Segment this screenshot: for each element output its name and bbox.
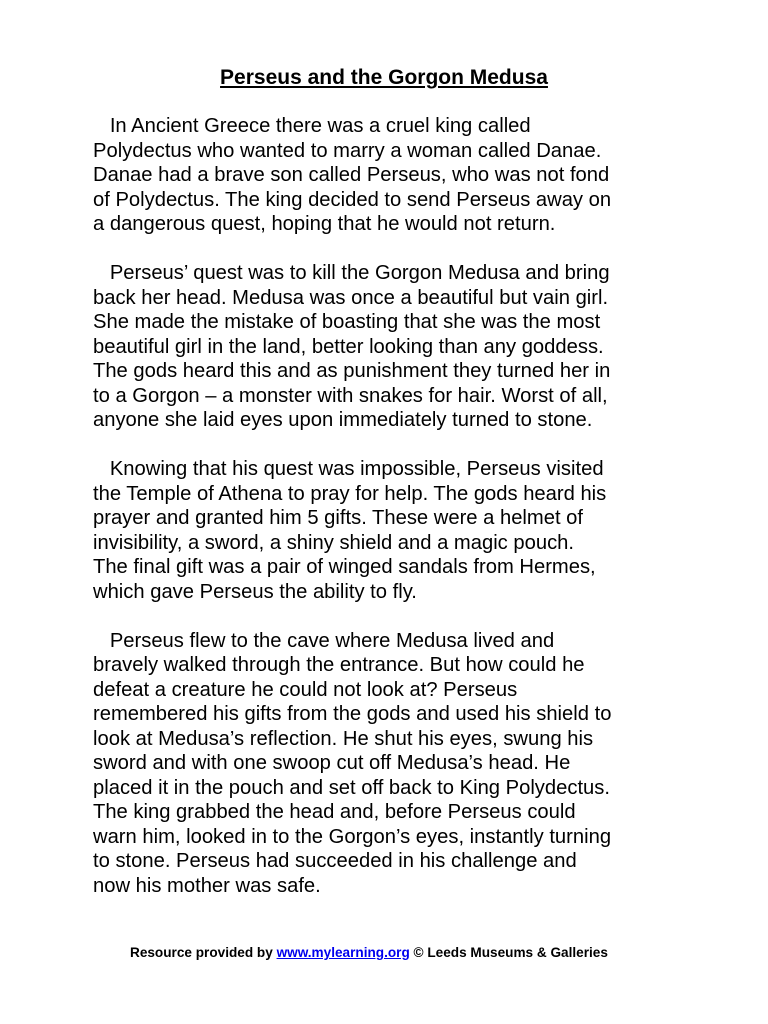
text-line: sword and with one swoop cut off Medusa’s head. He <box>93 752 571 774</box>
text-line: placed it in the pouch and set off back to King Polydectus. <box>93 776 610 799</box>
paragraph-2 <box>93 261 693 433</box>
text-line: invisibility, a sword, a shiny shield and a magic pouch. <box>93 531 574 554</box>
story-body <box>93 114 693 923</box>
text-line: The final gift was a pair of winged sandals from Hermes, <box>93 556 596 578</box>
text-line: prayer and granted him 5 gifts. These were a helmet of <box>93 507 584 529</box>
text-line: remembered his gifts from the gods and used his shield to <box>93 703 612 725</box>
text-line: Polydectus who wanted to marry a woman called Danae. <box>93 139 602 162</box>
footer-suffix: © Leeds Museums & Galleries <box>409 945 608 960</box>
text-line: bravely walked through the entrance. But how could he <box>93 654 585 676</box>
text-line: now his mother was safe. <box>93 874 321 897</box>
footer-credit <box>0 943 768 963</box>
text-line: look at Medusa’s reflection. He shut his eyes, swung his <box>93 727 594 750</box>
text-line: She made the mistake of boasting that she was the most <box>93 311 601 333</box>
footer-prefix: Resource provided by <box>130 945 277 960</box>
text-line: Knowing that his quest was impossible, Perseus visited <box>93 458 604 480</box>
text-line: anyone she laid eyes upon immediately turned to stone. <box>93 409 593 431</box>
text-line: In Ancient Greece there was a cruel king called <box>93 115 531 137</box>
text-line: Perseus’ quest was to kill the Gorgon Medusa and bring <box>93 262 610 284</box>
text-line: the Temple of Athena to pray for help. The gods heard his <box>93 482 607 505</box>
text-line: The king grabbed the head and, before Perseus could <box>93 801 576 823</box>
text-line: Danae had a brave son called Perseus, who was not fond <box>93 164 610 186</box>
mylearning-link[interactable]: www.mylearning.org <box>276 945 410 960</box>
text-line: The gods heard this and as punishment they turned her in <box>93 360 611 382</box>
paragraph-3 <box>93 457 693 604</box>
text-line: Perseus flew to the cave where Medusa lived and <box>93 629 555 652</box>
page-title: Perseus and the Gorgon Medusa <box>220 66 548 89</box>
text-line: a dangerous quest, hoping that he would not return. <box>93 213 556 235</box>
text-line: to stone. Perseus had succeeded in his challenge and <box>93 850 577 872</box>
text-line: warn him, looked in to the Gorgon’s eyes, instantly turning <box>93 825 612 848</box>
paragraph-4 <box>93 629 693 899</box>
text-line: back her head. Medusa was once a beautiful but vain girl. <box>93 286 609 309</box>
paragraph-1 <box>93 114 693 237</box>
text-line: to a Gorgon – a monster with snakes for hair. Worst of all, <box>93 384 608 407</box>
text-line: of Polydectus. The king decided to send Perseus away on <box>93 188 612 211</box>
text-line: defeat a creature he could not look at? Perseus <box>93 678 518 701</box>
text-line: which gave Perseus the ability to fly. <box>93 580 417 603</box>
text-line: beautiful girl in the land, better looking than any goddess. <box>93 335 604 358</box>
